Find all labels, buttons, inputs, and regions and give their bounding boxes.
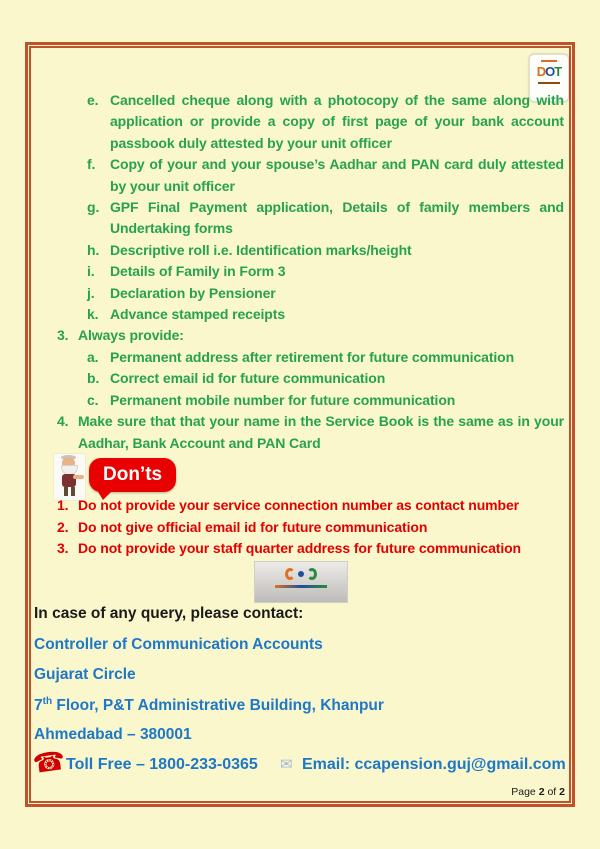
telephone-icon: ☎ [31,745,68,781]
list-item-text: Permanent address after retirement for future communication [110,348,515,365]
list-marker: 4. [57,413,69,430]
list-marker: i. [87,263,95,280]
list-item-text: Advance stamped receipts [110,306,286,323]
list-marker: b. [87,370,100,387]
list-item [56,390,564,411]
hindi-emblem-logo-icon [254,561,348,603]
list-marker: c. [87,391,99,408]
list-item-text: Always provide: [78,327,184,344]
logo-glyph-blue [298,571,304,577]
list-item [56,154,564,197]
page-word: Page [511,786,536,798]
dot-logo-caption-bar [538,82,560,84]
list-item [56,368,564,389]
list-item-text: Cancelled cheque along with a photocopy of the same along with application or provide a copy of first page of your bank account passbook duly attested by your unit officer [110,92,564,151]
cartoon-pointing-arm [73,475,84,479]
logo-glyph-green [307,568,317,580]
list-item [56,283,564,304]
donts-list [56,495,564,560]
list-marker: f. [87,156,96,173]
do-checklist [56,90,564,454]
list-item [56,411,564,454]
list-item-text: Permanent mobile number for future communication [110,391,456,408]
list-marker: a. [87,348,99,365]
list-item-text: GPF Final Payment application, Details of family members and Undertaking forms [110,199,564,237]
list-item [56,517,564,539]
list-item-text: Do not give official email id for future communication [78,518,428,535]
tollfree-number: Toll Free – 1800-233-0365 [66,756,258,773]
list-marker: 3. [57,540,69,556]
contact-heading: In case of any query, please contact: [34,605,304,622]
list-marker: j. [87,284,95,301]
list-marker: k. [87,306,99,323]
list-item-text: Descriptive roll i.e. Identification marks/height [110,241,412,258]
page-current: 2 [538,786,545,798]
logo-caption-bar [275,585,327,588]
list-item [56,347,564,368]
list-item [56,325,564,346]
list-marker: 3. [57,327,69,344]
list-item [56,197,564,240]
list-item-text: Copy of your and your spouse’s Aadhar and PAN card duly attested by your unit officer [110,156,564,194]
list-item [56,495,564,517]
logo-glyphs [255,566,347,582]
dot-logo-letter-d: D [536,64,546,79]
list-item-text: Do not provide your service connection number as contact number [78,497,520,513]
list-item [56,304,564,325]
address-floor-number: 7 [34,697,43,715]
dot-logo-letter-o: O [545,64,555,79]
list-item [56,90,564,154]
list-item-text: Declaration by Pensioner [110,284,276,301]
list-marker: e. [87,92,99,108]
contact-address [34,696,384,715]
dot-logo-letter-t: T [554,64,562,79]
address-ordinal-suffix: th [42,696,53,707]
list-item [56,240,564,261]
list-item [56,538,564,560]
logo-glyph-orange [285,568,295,580]
contact-organisation: Controller of Communication Accounts [34,636,323,653]
of-word: of [547,786,557,798]
contact-city: Ahmedabad – 380001 [34,726,192,743]
dot-logo-letters [530,65,568,78]
email-icon: ✉ [280,755,293,773]
address-rest: Floor, P&T Administrative Building, Khanpur [56,697,384,715]
dot-logo-hindi-text-bar [541,60,557,62]
page-total: 2 [559,786,565,798]
pensioner-cartoon-icon [54,454,85,500]
list-item-text: Do not provide your staff quarter address for future communication [78,540,522,556]
contact-circle: Gujarat Circle [34,666,136,683]
list-item-text: Correct email id for future communication [110,370,386,387]
list-item-text: Details of Family in Form 3 [110,263,286,280]
list-item-text: Make sure that that your name in the Service Book is the same as in your Aadhar, Bank Account and PAN Card [78,413,564,451]
list-marker: 2. [57,518,69,535]
page-number [511,786,565,798]
list-item [56,261,564,282]
list-marker: 1. [57,497,69,513]
donts-heading-bubble: Don’ts [89,458,176,492]
contact-email: Email: ccapension.guj@gmail.com [302,756,566,773]
list-marker: g. [87,199,100,216]
list-marker: h. [87,241,100,258]
